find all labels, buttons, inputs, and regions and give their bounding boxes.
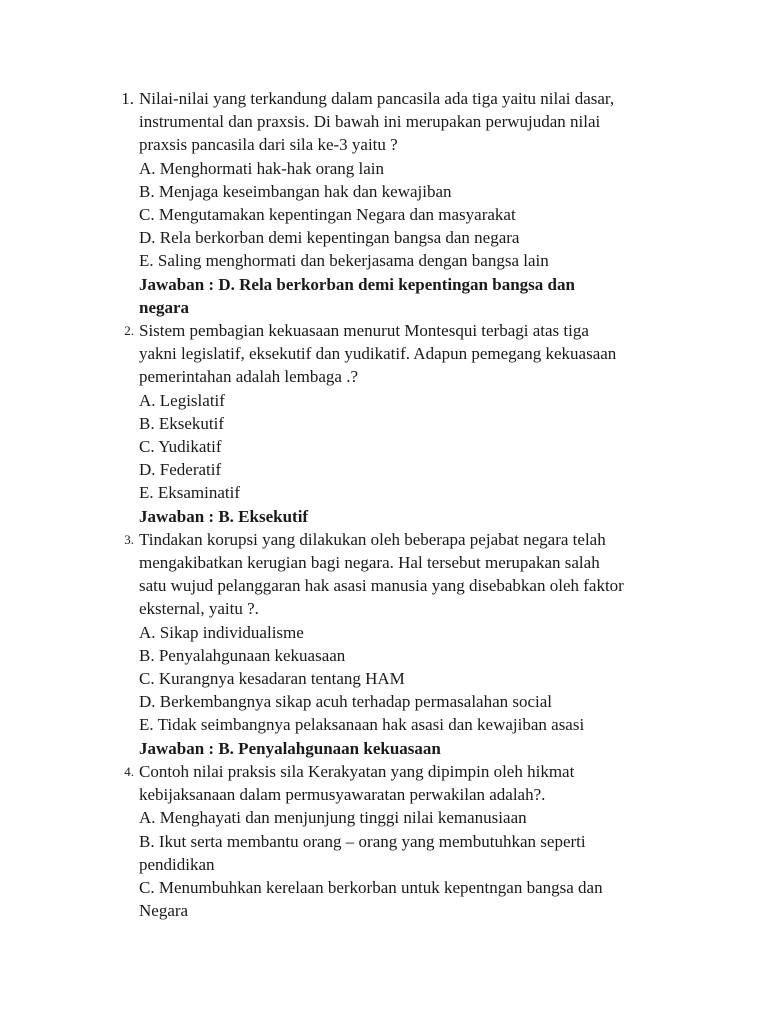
question-text-line: instrumental dan praxsis. Di bawah ini merupakan perwujudan nilai (139, 112, 601, 132)
answer-key: Jawaban : B. Penyalahgunaan kekuasaan (139, 738, 441, 758)
question-text-line: Sistem pembagian kekuasaan menurut Montesqui terbagi atas tiga (139, 321, 589, 341)
answer-option: C. Yudikatif (139, 437, 222, 457)
answer-option: C. Kurangnya kesadaran tentang HAM (139, 669, 405, 689)
answer-option: C. Menumbuhkan kerelaan berkorban untuk kepentngan bangsa dan (139, 877, 603, 897)
answer-key: Jawaban : B. Eksekutif (139, 506, 309, 526)
answer-option: A. Sikap individualisme (139, 622, 304, 642)
answer-option: D. Berkembangnya sikap acuh terhadap permasalahan social (139, 692, 553, 712)
answer-option: A. Menghayati dan menjunjung tinggi nilai kemanusiaan (139, 808, 527, 828)
question-text-line: Nilai-nilai yang terkandung dalam pancasila ada tiga yaitu nilai dasar, (139, 89, 615, 108)
question-text-line: kebijaksanaan dalam permusyawaratan perwakilan adalah?. (139, 785, 546, 805)
answer-option: A. Menghormati hak-hak orang lain (139, 158, 385, 178)
answer-option: E. Saling menghormati dan bekerjasama dengan bangsa lain (139, 251, 549, 271)
question-number: 2. (124, 323, 134, 339)
answer-option: B. Eksekutif (139, 413, 224, 433)
question-item (0, 87, 768, 319)
question-number: 3. (124, 531, 134, 547)
answer-option: pendidikan (139, 854, 215, 874)
question-item (0, 760, 768, 922)
answer-option: B. Ikut serta membantu orang – orang yang membutuhkan seperti (139, 831, 586, 851)
question-item (0, 319, 768, 528)
question-number: 4. (124, 763, 134, 779)
answer-option: B. Menjaga keseimbangan hak dan kewajiban (139, 181, 452, 201)
answer-option: E. Eksaminatif (139, 483, 241, 503)
answer-option: Negara (139, 901, 189, 921)
answer-option: D. Rela berkorban demi kepentingan bangsa dan negara (139, 228, 520, 248)
question-text-line: pemerintahan adalah lembaga .? (139, 367, 358, 387)
question-text-line: praxsis pancasila dari sila ke-3 yaitu ? (139, 135, 398, 155)
question-item (0, 528, 768, 760)
question-text-line: yakni legislatif, eksekutif dan yudikatif. Adapun pemegang kekuasaan (139, 344, 617, 364)
question-text-line: eksternal, yaitu ?. (139, 599, 259, 619)
question-text-line: Tindakan korupsi yang dilakukan oleh beberapa pejabat negara telah (139, 529, 606, 549)
answer-option: B. Penyalahgunaan kekuasaan (139, 645, 346, 665)
answer-option: E. Tidak seimbangnya pelaksanaan hak asasi dan kewajiban asasi (139, 715, 585, 735)
question-list (0, 87, 768, 922)
answer-option: A. Legislatif (139, 390, 225, 410)
answer-key: Jawaban : D. Rela berkorban demi kepentingan bangsa dan (139, 274, 575, 294)
question-text-line: satu wujud pelanggaran hak asasi manusia yang disebabkan oleh faktor (139, 576, 624, 596)
answer-option: C. Mengutamakan kepentingan Negara dan masyarakat (139, 205, 516, 225)
question-number: 1. (121, 89, 134, 108)
question-text-line: Contoh nilai praksis sila Kerakyatan yang dipimpin oleh hikmat (139, 761, 575, 781)
answer-key: negara (139, 297, 190, 317)
answer-option: D. Federatif (139, 460, 222, 480)
question-text-line: mengakibatkan kerugian bagi negara. Hal tersebut merupakan salah (139, 553, 600, 573)
